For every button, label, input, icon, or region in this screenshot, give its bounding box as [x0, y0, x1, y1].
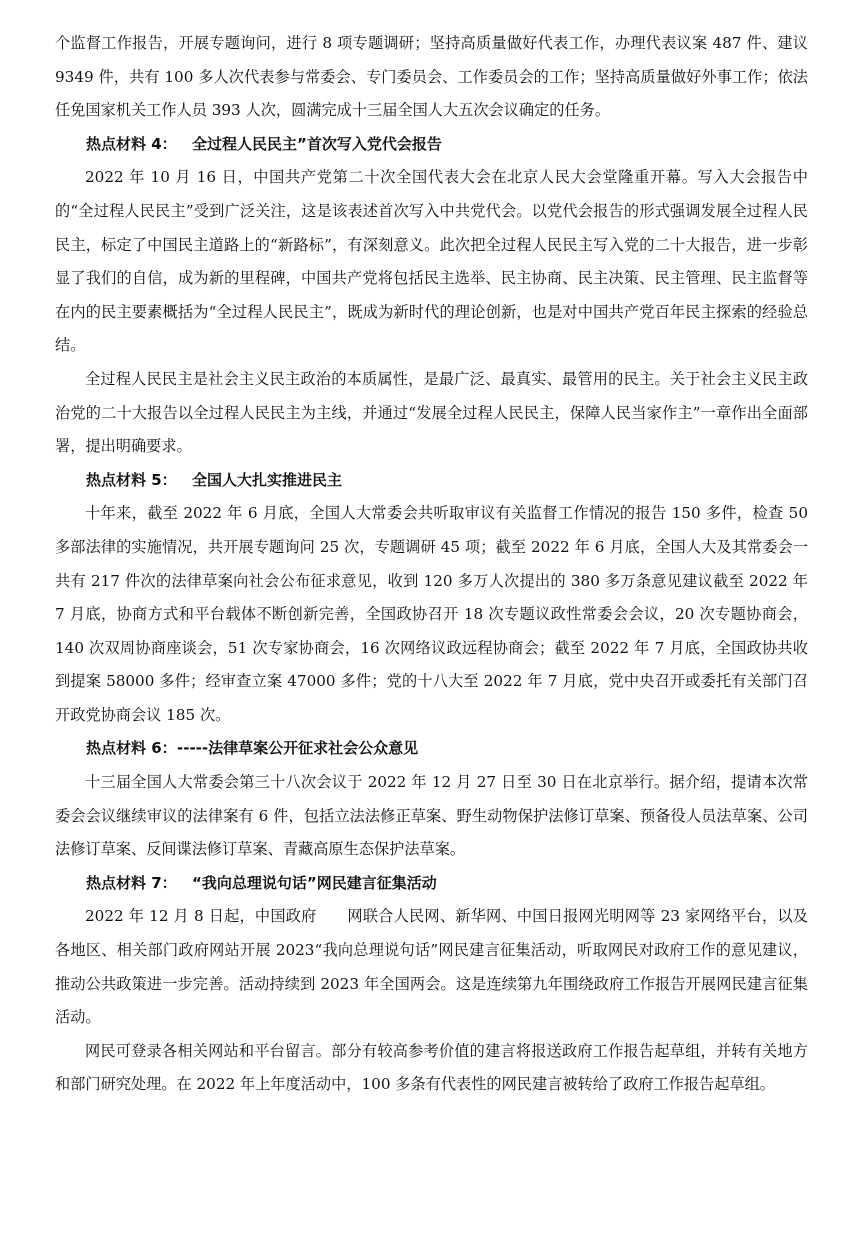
intro-paragraph: 个监督工作报告，开展专题询问，进行 8 项专题调研；坚持高质量做好代表工作，办理代表议案 487 件、建议 9349 件，共有 100 多人次代表参与常委会、专门委员会、工作委员会的工作；坚持高质量做好外事工作；依法任免国家机关工作人员 393 人次，圆满完成十三届全国人大五次会议确定的任务。	[55, 34, 808, 120]
material-5-paragraph-1: 十年来，截至 2022 年 6 月底，全国人大常委会共听取审议有关监督工作情况的报告 150 多件，检查 50 多部法律的实施情况，共开展专题询问 25 次，专题调研 45 项；截至 2022 年 6 月底，全国人大及其常委会一共有 217 件次的法律草案向社会公布征求意见，收到 120 多万人次提出的 380 多万条意见建议截至 2022 年 7 月底，协商方式和平台载体不断创新完善，全国政协召开 18 次专题议政性常委会会议，20 次专题协商会，140 次双周协商座谈会，51 次专家协商会，16 次网络议政远程协商会；截至 2022 年 7 月底，全国政协共收到提案 58000 多件；经审查立案 47000 多件；党的十八大至 2022 年 7 月底，党中央召开或委托有关部门召开政党协商会议 185 次。	[55, 504, 808, 724]
material-4-label: 热点材料 4：	[86, 134, 177, 153]
document-page	[0, 27, 860, 1243]
material-6-label: 热点材料 6：	[86, 739, 177, 758]
material-7-paragraph-1: 2022 年 12 月 8 日起，中国政府 网联合人民网、新华网、中国日报网光明网等 23 家网络平台，以及各地区、相关部门政府网站开展 2023“我向总理说句话”网民建言征集活动，听取网民对政府工作的意见建议，推动公共政策进一步完善。活动持续到 2023 年全国两会。这是连续第九年围绕政府工作报告开展网民建言征集活动。	[55, 907, 808, 1027]
material-4-title: 全过程人民民主”首次写入党代会报告	[192, 134, 442, 153]
material-5-heading	[55, 464, 808, 498]
material-7-label: 热点材料 7：	[86, 873, 177, 892]
material-4-heading	[55, 128, 808, 162]
material-5-title: 全国人大扎实推进民主	[192, 470, 343, 489]
material-5-label: 热点材料 5：	[86, 470, 177, 489]
material-7-heading	[55, 867, 808, 901]
material-6-paragraph-1: 十三届全国人大常委会第三十八次会议于 2022 年 12 月 27 日至 30 日在北京举行。据介绍，提请本次常委会会议继续审议的法律案有 6 件，包括立法法修正草案、野生动物保护法修订草案、预备役人员法草案、公司法修订草案、反间谍法修订草案、青藏高原生态保护法草案。	[55, 773, 808, 859]
material-7-title: “我向总理说句话”网民建言征集活动	[192, 873, 437, 892]
material-6-title: -----法律草案公开征求社会公众意见	[177, 739, 419, 758]
material-7-paragraph-2: 网民可登录各相关网站和平台留言。部分有较高参考价值的建言将报送政府工作报告起草组，并转有关地方和部门研究处理。在 2022 年上年度活动中，100 多条有代表性的网民建言被转给了政府工作报告起草组。	[55, 1041, 808, 1094]
material-4-paragraph-1: 2022 年 10 月 16 日，中国共产党第二十次全国代表大会在北京人民大会堂隆重开幕。写入大会报告中的“全过程人民民主”受到广泛关注，这是该表述首次写入中共党代会。以党代会报告的形式强调发展全过程人民民主，标定了中国民主道路上的“新路标”，有深刻意义。此次把全过程人民民主写入党的二十大报告，进一步彰显了我们的自信，成为新的里程碑，中国共产党将包括民主选举、民主协商、民主决策、民主管理、民主监督等在内的民主要素概括为“全过程人民民主”，既成为新时代的理论创新，也是对中国共产党百年民主探索的经验总结。	[55, 168, 808, 355]
material-4-paragraph-2: 全过程人民民主是社会主义民主政治的本质属性，是最广泛、最真实、最管用的民主。关于社会主义民主政治党的二十大报告以全过程人民民主为主线，并通过“发展全过程人民民主，保障人民当家作主”一章作出全面部署，提出明确要求。	[55, 369, 808, 456]
material-6-heading	[55, 732, 808, 766]
